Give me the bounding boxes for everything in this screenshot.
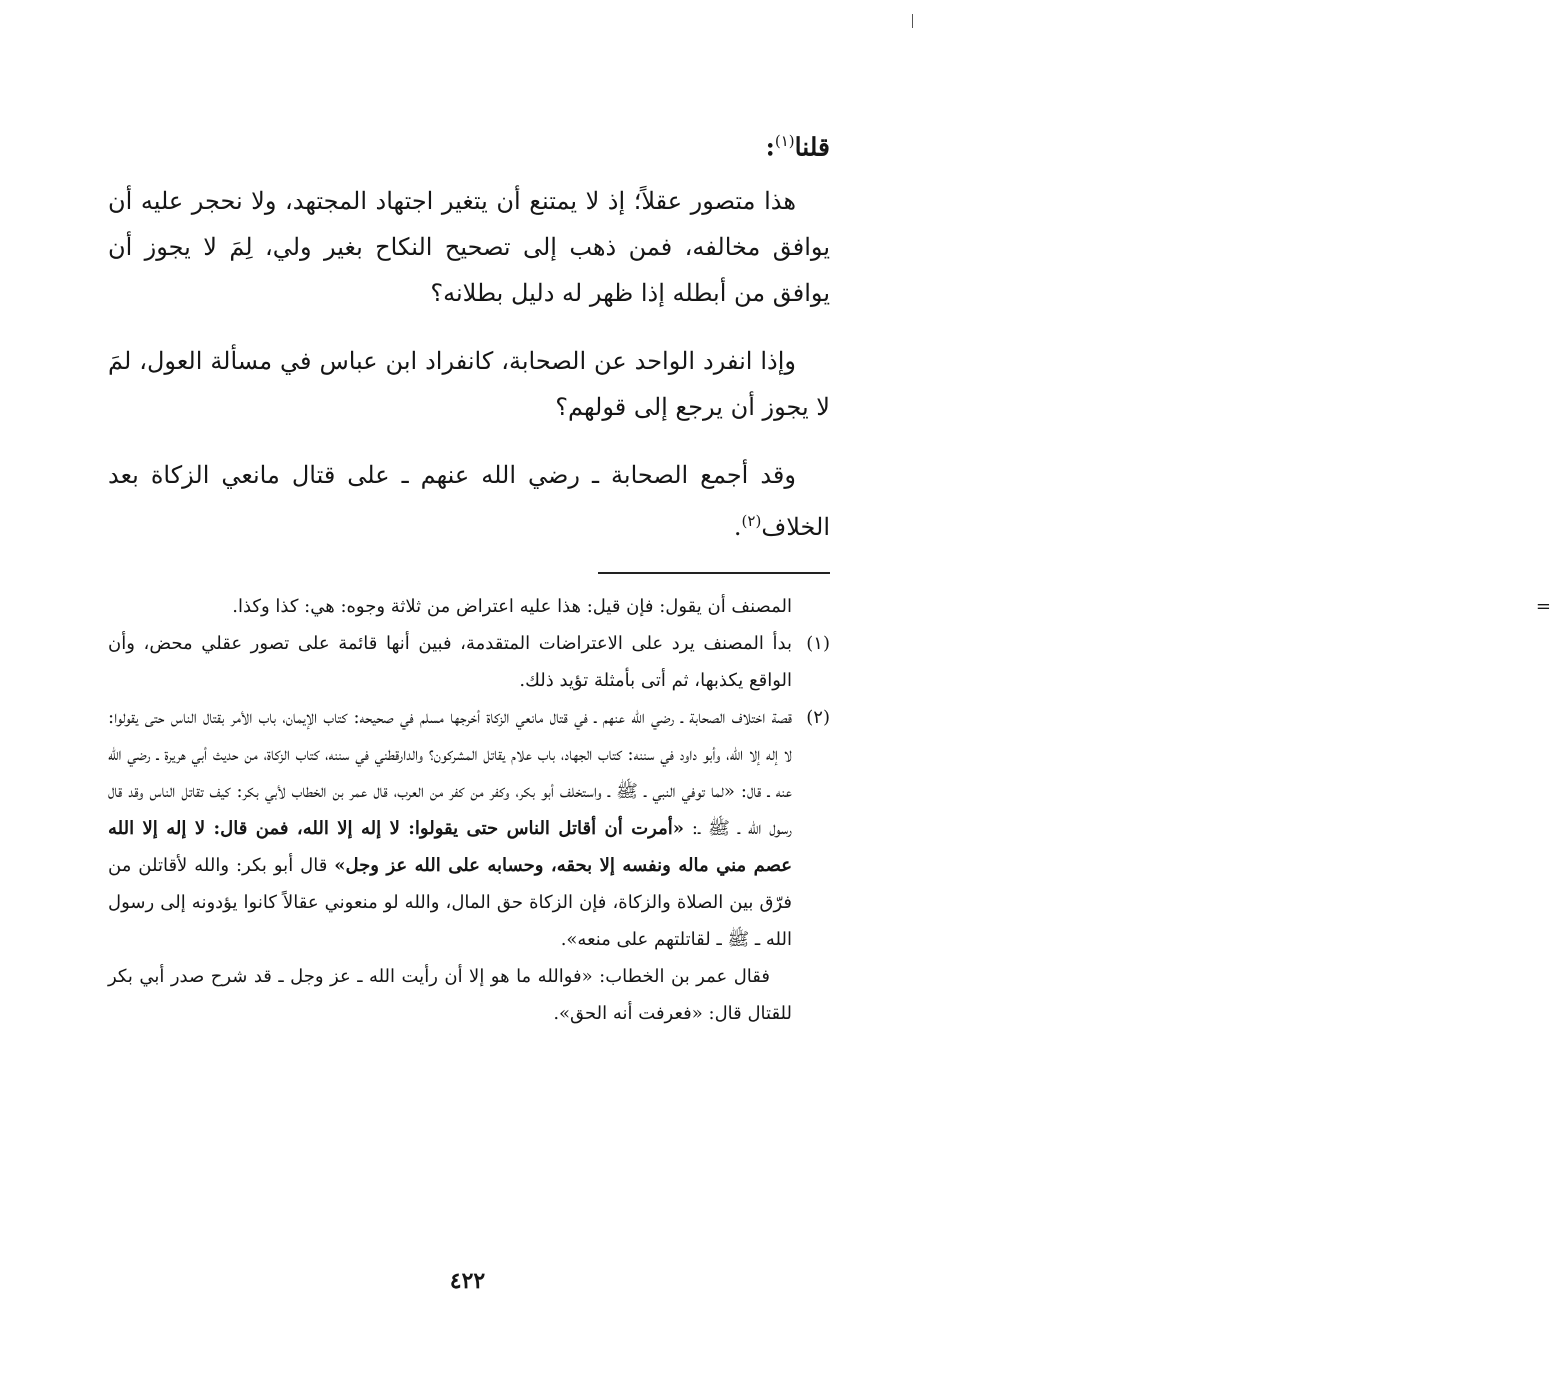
footnote-1-text: بدأ المصنف يرد على الاعتراضات المتقدمة، فبين أنها قائمة على تصور عقلي محض، وأن الواقع يكذبها، ثم أتى بأمثلة تؤيد ذلك. bbox=[108, 633, 792, 692]
footnotes bbox=[108, 588, 1551, 1032]
footnote-2-hadith-quote: «أمرت أن أقاتل الناس حتى يقولوا: لا إله إلا الله، فمن قال: لا إله إلا الله عصم مني ماله ونفسه إلا بحقه، وحسابه على الله عز وجل» bbox=[108, 818, 793, 877]
footnote-2-text bbox=[108, 699, 792, 958]
heading-text: قلنا bbox=[794, 132, 830, 162]
heading-footnote-mark[interactable]: (١) bbox=[774, 132, 795, 150]
footnote-1-number: (١) bbox=[806, 633, 830, 655]
footnote-continuation bbox=[108, 588, 1551, 625]
paragraph-3-period: . bbox=[733, 513, 742, 542]
page-body bbox=[108, 118, 1551, 1032]
footnote-2-text-part-1: قصة اختلاف الصحابة ـ رضي الله عنهم ـ في قتال مانعي الزكاة أخرجها مسلم في صحيحه: كتاب الإيمان، باب الأمر بقتال الناس حتى يقولوا: لا إله إلا الله، وأبو داود في سننه: كتاب الجهاد، باب علام يقاتل المشركون؟ والدارقطني في سننه، كتاب الزكاة، من حديث أبي هريرة ـ رضي الله عنه ـ قال: «لما توفي النبي ـ ﷺ ـ واستخلف أبو بكر، وكفر من كفر من العرب، قال عمر بن الخطاب لأبي بكر: كيف تقاتل الناس وقد قال رسول الله ـ ﷺ ـ: bbox=[108, 707, 792, 840]
paragraph-1 bbox=[108, 178, 830, 316]
footnote-separator bbox=[598, 572, 830, 574]
footnote-2 bbox=[108, 699, 830, 958]
footnote-2-closing: فقال عمر بن الخطاب: «فوالله ما هو إلا أن رأيت الله ـ عز وجل ـ قد شرح صدر أبي بكر للقتال قال: «فعرفت أنه الحق». bbox=[108, 966, 792, 1025]
footnote-2-text-part-3: قال أبو بكر: والله لأقاتلن من فرّق بين الصلاة والزكاة، فإن الزكاة حق المال، والله لو منعوني عقالاً كانوا يؤدونه إلى رسول الله ـ ﷺ ـ لقاتلتهم على منعه». bbox=[108, 855, 792, 951]
scan-corner-mark bbox=[912, 14, 913, 28]
footnote-continuation-text: المصنف أن يقول: فإن قيل: هذا عليه اعتراض من ثلاثة وجوه: هي: كذا وكذا. bbox=[232, 596, 792, 618]
paragraph-2 bbox=[108, 338, 830, 430]
paragraph-3-footnote-mark[interactable]: (٢) bbox=[741, 512, 762, 531]
footnote-2-number: (٢) bbox=[806, 707, 830, 729]
page-number: ٤٢٢ bbox=[449, 1268, 486, 1294]
section-heading bbox=[108, 118, 830, 170]
footnote-1 bbox=[108, 625, 830, 699]
heading-colon: : bbox=[765, 132, 775, 162]
paragraph-3-text: وقد أجمع الصحابة ـ رضي الله عنهم ـ على قتال مانعي الزكاة بعد الخلاف bbox=[108, 461, 830, 542]
paragraph-3 bbox=[108, 452, 830, 550]
continuation-mark: = bbox=[1535, 596, 1551, 618]
paragraph-2-text: وإذا انفرد الواحد عن الصحابة، كانفراد ابن عباس في مسألة العول، لمَ لا يجوز أن يرجع إلى قولهم؟ bbox=[108, 347, 830, 422]
paragraph-1-text: هذا متصور عقلاً؛ إذ لا يمتنع أن يتغير اجتهاد المجتهد، ولا نحجر عليه أن يوافق مخالفه، فمن ذهب إلى تصحيح النكاح بغير ولي، لِمَ لا يجوز أن يوافق من أبطله إذا ظهر له دليل بطلانه؟ bbox=[108, 187, 830, 308]
